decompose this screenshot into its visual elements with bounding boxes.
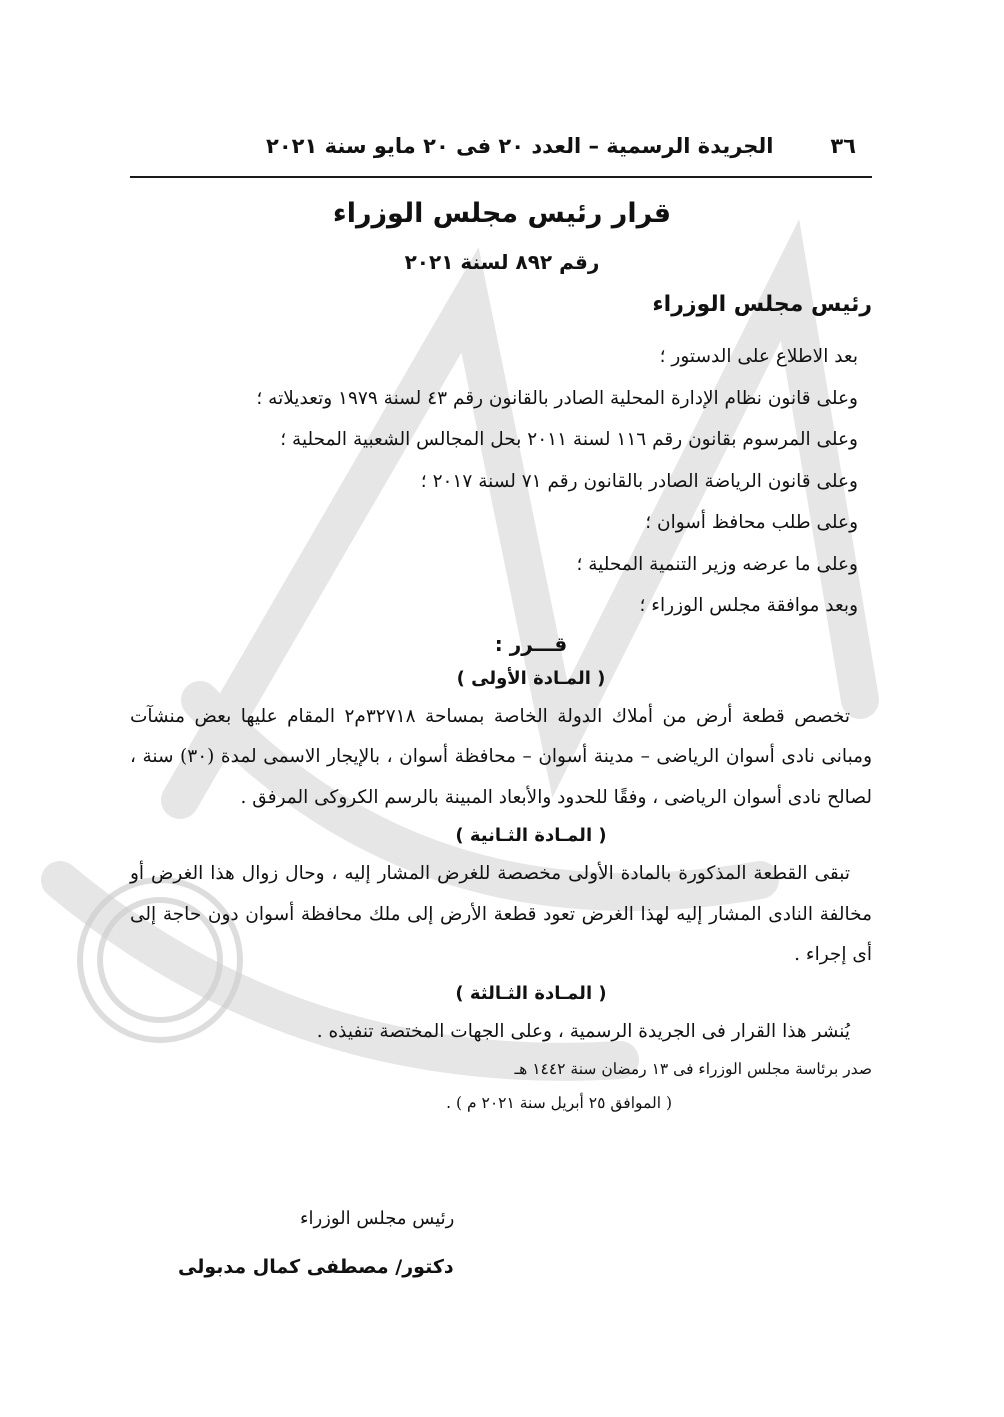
decree-number: رقم ٨٩٢ لسنة ٢٠٢١ <box>404 250 600 274</box>
article-1-text <box>130 697 872 819</box>
gazette-issue-line: الجريدة الرسمية – العدد ٢٠ فى ٢٠ مايو سنة ٢٠٢١ <box>266 134 774 158</box>
decided-label: قـــرر : <box>494 631 568 656</box>
preamble-line: وعلى قانون الرياضة الصادر بالقانون رقم ٧١ لسنة ٢٠١٧ ؛ <box>420 470 858 492</box>
article-2-heading: ( المـادة الثـانية ) <box>455 825 607 846</box>
issuance-date-gregorian: ( الموافق ٢٥ أبريل سنة ٢٠٢١ م ) . <box>446 1093 672 1112</box>
page-number: ٣٦ <box>830 134 856 158</box>
article-3-heading: ( المـادة الثـالثة ) <box>455 982 607 1004</box>
signature-title: رئيس مجلس الوزراء <box>300 1208 455 1229</box>
article-2-body: تبقى القطعة المذكورة بالمادة الأولى مخصصة للغرض المشار إليه ، وحال زوال هذا الغرض أو مخالفة النادى المشار إليه لهذا الغرض تعود قطعة الأرض إلى ملك محافظة أسوان دون حاجة إلى أى إجراء . <box>130 863 872 965</box>
article-1-body: تخصص قطعة أرض من أملاك الدولة الخاصة بمساحة ٣٢٧١٨م٢ المقام عليها بعض منشآت ومبانى نادى أسوان الرياضى – مدينة أسوان – محافظة أسوان ، بالإيجار الاسمى لمدة (٣٠) سنة ، لصالح نادى أسوان الرياضى ، وفقًا للحدود والأبعاد المبينة بالرسم الكروكى المرفق . <box>130 705 872 808</box>
issuance-date-hijri: صدر برئاسة مجلس الوزراء فى ١٣ رمضان سنة ١٤٤٢ هـ <box>514 1059 872 1078</box>
preamble-line: بعد الاطلاع على الدستور ؛ <box>659 346 858 367</box>
decree-issuer: رئيس مجلس الوزراء <box>652 292 872 317</box>
article-2-text <box>130 854 872 976</box>
decree-title: قرار رئيس مجلس الوزراء <box>332 198 672 229</box>
preamble-line: وعلى ما عرضه وزير التنمية المحلية ؛ <box>576 553 858 575</box>
preamble-line: وعلى طلب محافظ أسوان ؛ <box>645 512 858 533</box>
signature-name: دكتور/ مصطفى كمال مدبولى <box>178 1256 454 1278</box>
article-3-text: يُنشر هذا القرار فى الجريدة الرسمية ، وعلى الجهات المختصة تنفيذه . <box>316 1020 850 1042</box>
article-1-heading: ( المـادة الأولى ) <box>456 667 606 689</box>
preamble-line: وبعد موافقة مجلس الوزراء ؛ <box>639 595 858 616</box>
decree-body <box>130 336 872 1120</box>
page-header <box>130 128 870 168</box>
preamble-line: وعلى قانون نظام الإدارة المحلية الصادر بالقانون رقم ٤٣ لسنة ١٩٧٩ وتعديلاته ؛ <box>256 387 858 409</box>
preamble-line: وعلى المرسوم بقانون رقم ١١٦ لسنة ٢٠١١ بحل المجالس الشعبية المحلية ؛ <box>280 429 858 450</box>
header-divider <box>130 176 872 178</box>
